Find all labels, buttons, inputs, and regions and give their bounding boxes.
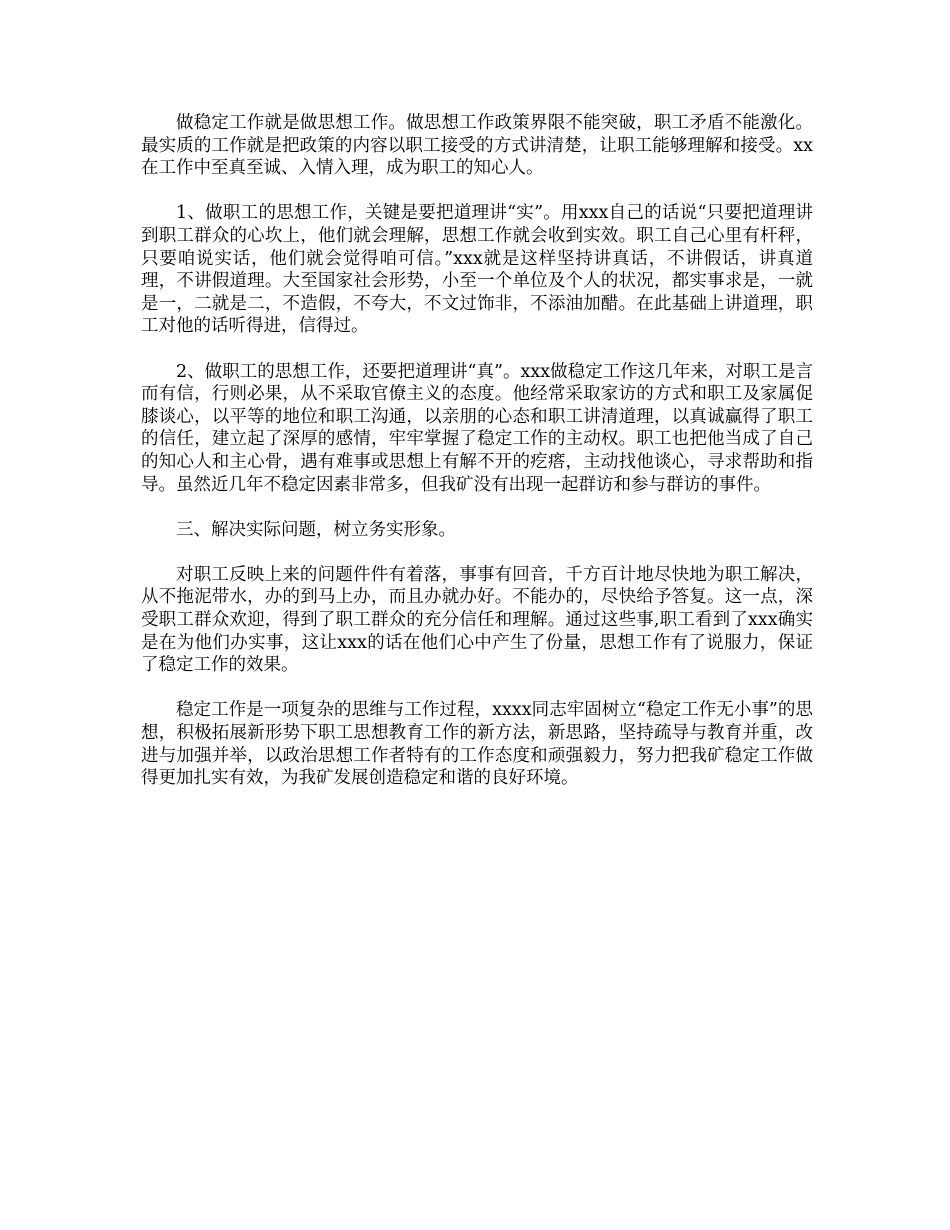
paragraph-section-3: 对职工反映上来的问题件件有着落，事事有回音，千方百计地尽快地为职工解决，从不拖泥带水，办的到马上办，而且办就办好。不能办的，尽快给予答复。这一点，深受职工群众欢迎，得到了职工群众的充分信任和理解。通过这些事,职工看到了xxx确实是在为他们办实事，这让xxx的话在他们心中产生了份量，思想工作有了说服力，保证了稳定工作的效果。 <box>141 564 813 676</box>
paragraph-point-1: 1、做职工的思想工作，关键是要把道理讲“实”。用xxx自己的话说“只要把道理讲到职工群众的心坎上，他们就会理解，思想工作就会收到实效。职工自己心里有杆秤，只要咱说实话，他们就会觉得咱可信。”xxx就是这样坚持讲真话，不讲假话，讲真道理，不讲假道理。大至国家社会形势，小至一个单位及个人的状况，都实事求是，一就是一，二就是二，不造假，不夸大，不文过饰非，不添油加醋。在此基础上讲道理，职工对他的话听得进，信得过。 <box>141 203 813 337</box>
document-body <box>141 112 813 812</box>
paragraph-conclusion: 稳定工作是一项复杂的思维与工作过程，xxxx同志牢固树立“稳定工作无小事”的思想，积极拓展新形势下职工思想教育工作的新方法，新思路，坚持疏导与教育并重，改进与加强并举，以政治思想工作者特有的工作态度和顽强毅力，努力把我矿稳定工作做得更加扎实有效，为我矿发展创造稳定和谐的良好环境。 <box>141 700 813 789</box>
paragraph-point-2: 2、做职工的思想工作，还要把道理讲“真”。xxx做稳定工作这几年来，对职工是言而有信，行则必果，从不采取官僚主义的态度。他经常采取家访的方式和职工及家属促膝谈心，以平等的地位和职工沟通，以亲朋的心态和职工讲清道理，以真诚赢得了职工的信任，建立起了深厚的感情，牢牢掌握了稳定工作的主动权。职工也把他当成了自己的知心人和主心骨，遇有难事或思想上有解不开的疙瘩，主动找他谈心，寻求帮助和指导。虽然近几年不稳定因素非常多，但我矿没有出现一起群访和参与群访的事件。 <box>141 361 813 495</box>
section-heading-3: 三、解决实际问题，树立务实形象。 <box>176 519 456 540</box>
paragraph-intro: 做稳定工作就是做思想工作。做思想工作政策界限不能突破，职工矛盾不能激化。最实质的工作就是把政策的内容以职工接受的方式讲清楚，让职工能够理解和接受。xx在工作中至真至诚、入情入理，成为职工的知心人。 <box>141 113 813 179</box>
